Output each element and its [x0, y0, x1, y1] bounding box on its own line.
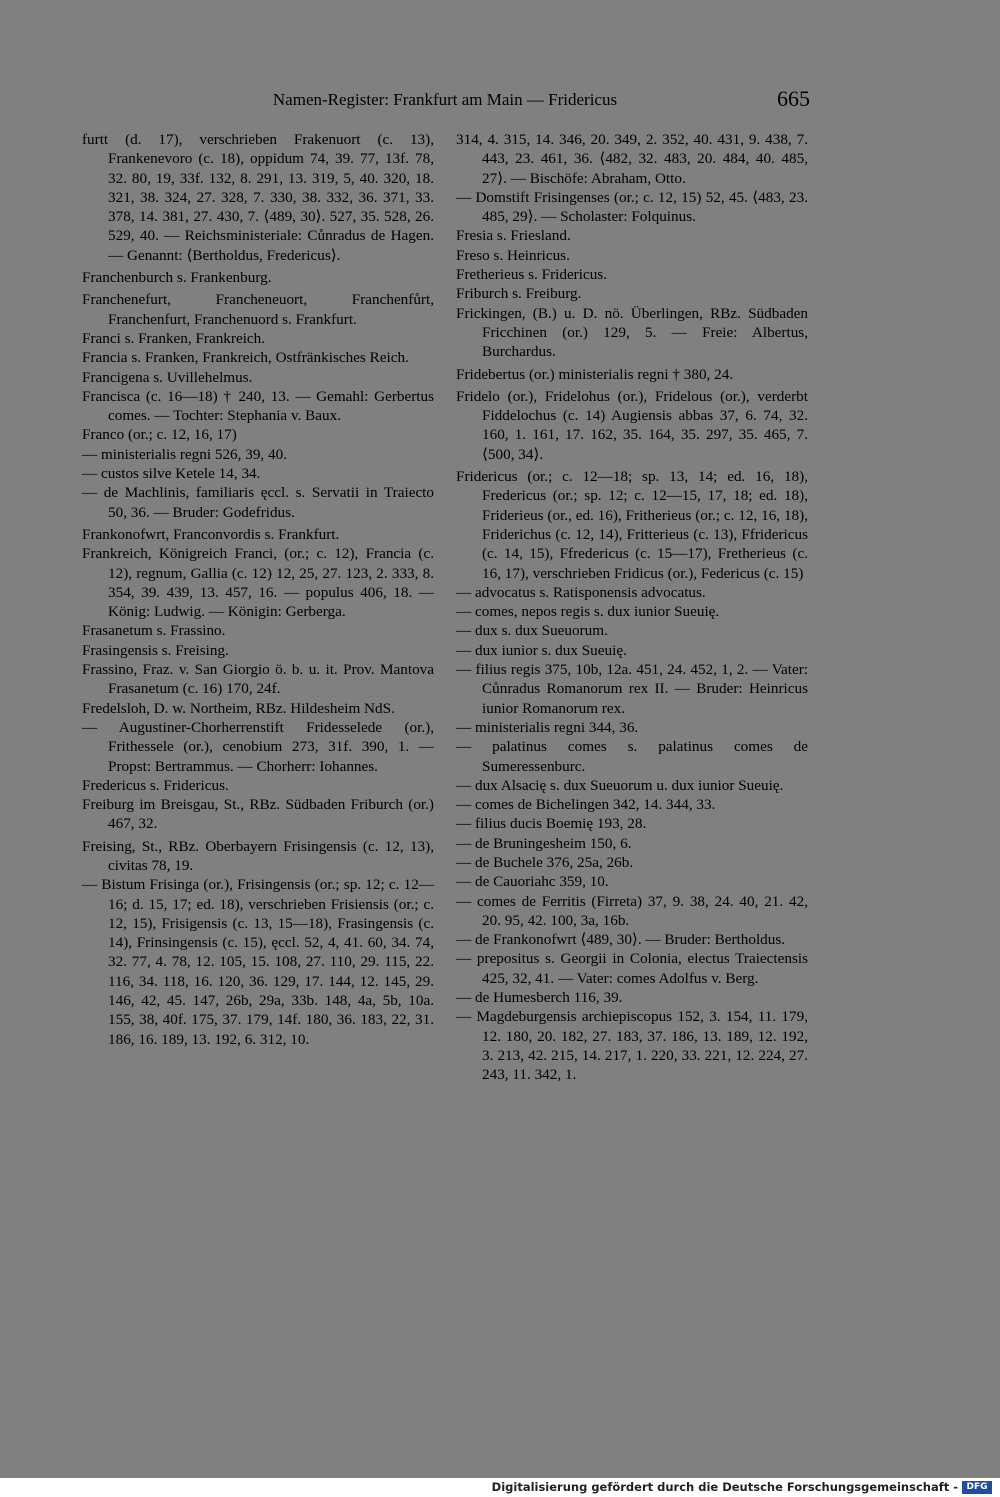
index-entry: — de Machlinis, familiaris ęccl. s. Servatii in Traiecto 50, 36. — Bruder: Godefridus.: [82, 484, 434, 521]
running-head: Namen-Register: Frankfurt am Main — Fridericus: [272, 90, 618, 109]
index-entry: Freiburg im Breisgau, St., RBz. Südbaden Friburch (or.) 467, 32.: [82, 796, 434, 833]
index-entry: — palatinus comes s. palatinus comes de Sumeressenburc.: [456, 738, 808, 775]
index-entry: — Augustiner-Chorherrenstift Fridesselede (or.), Frithessele (or.), cenobium 273, 31f. 390, 1. — Propst: Bertrammus. — Chorherr: Iohannes.: [82, 718, 434, 775]
page-header: [80, 86, 810, 116]
index-entry: Fridelo (or.), Fridelohus (or.), Fridelous (or.), verderbt Fiddelochus (c. 14) Augiensis abbas 37, 6. 74, 32. 160, 1. 161, 17. 162, 35. 164, 35. 297, 35. 465, 7. ⟨500, 34⟩.: [456, 387, 808, 463]
left-column: [82, 130, 434, 1049]
index-entry: — comes de Bichelingen 342, 14. 344, 33.: [456, 796, 716, 814]
footer-bar: [0, 1478, 1000, 1497]
index-entry: Franci s. Franken, Frankreich.: [82, 329, 266, 347]
index-entry: — filius ducis Boemię 193, 28.: [456, 815, 647, 833]
index-entry: Frasingensis s. Freising.: [82, 641, 229, 659]
index-entry: — Domstift Frisingenses (or.; c. 12, 15) 52, 45. ⟨483, 23. 485, 29⟩. — Scholaster: Folquinus.: [456, 188, 808, 226]
index-entry: — comes, nepos regis s. dux iunior Sueuię.: [456, 603, 720, 621]
index-entry: Fredelsloh, D. w. Northeim, RBz. Hildesheim NdS.: [82, 699, 395, 717]
index-entry: — de Cauoriahc 359, 10.: [456, 873, 609, 891]
index-entry: — dux iunior s. dux Sueuię.: [456, 641, 627, 659]
index-entry: — de Bruningesheim 150, 6.: [456, 834, 632, 852]
index-entry: — filius regis 375, 10b, 12a. 451, 24. 452, 1, 2. — Vater: Cůnradus Romanorum rex II. — Bruder: Heinricus iunior Romanorum rex.: [456, 661, 808, 717]
index-entry: Fresia s. Friesland.: [456, 227, 571, 245]
index-entry: — Magdeburgensis archiepiscopus 152, 3. 154, 11. 179, 12. 180, 20. 182, 27. 183, 37. 186, 13. 189, 12. 192, 3. 213, 42. 215, 14. 217, 1. 220, 33. 221, 12. 224, 27. 243, 11. 342, 1.: [456, 1008, 808, 1084]
index-entry: — ministerialis regni 344, 36.: [456, 718, 639, 736]
index-entry: — dux Alsacię s. dux Sueuorum u. dux iunior Sueuię.: [456, 776, 784, 794]
index-entry: Frasanetum s. Frassino.: [82, 622, 226, 640]
index-entry: — de Buchele 376, 25a, 26b.: [456, 853, 634, 871]
index-entry: 314, 4. 315, 14. 346, 20. 349, 2. 352, 40. 431, 9. 438, 7. 443, 23. 461, 36. ⟨482, 32. 483, 20. 484, 40. 485, 27⟩. — Bischöfe: Abraham, Otto.: [456, 131, 808, 187]
index-entry: Francisca (c. 16—18) † 240, 13. — Gemahl: Gerbertus comes. — Tochter: Stephania v. Baux.: [82, 387, 434, 425]
index-entry: Franchenburch s. Frankenburg.: [82, 269, 272, 287]
dfg-logo-icon: DFG: [962, 1481, 992, 1494]
index-entry: Friburch s. Freiburg.: [456, 285, 582, 303]
index-entry: Frickingen, (B.) u. D. nö. Überlingen, RBz. Südbaden Fricchinen (or.) 129, 5. — Freie: Albertus, Burchardus.: [456, 304, 808, 361]
index-entry: — de Frankonofwrt ⟨489, 30⟩. — Bruder: Bertholdus.: [456, 931, 786, 949]
index-entry: Freso s. Heinricus.: [456, 246, 570, 264]
index-entry: Fredericus s. Fridericus.: [82, 776, 229, 794]
funding-credit: Digitalisierung gefördert durch die Deutsche Forschungsgemeinschaft -: [491, 1480, 958, 1494]
index-entry: — prepositus s. Georgii in Colonia, electus Traiectensis 425, 32, 41. — Vater: comes Adolfus v. Berg.: [456, 950, 808, 987]
right-column: [456, 130, 808, 1085]
index-entry: Fridebertus (or.) ministerialis regni † 380, 24.: [456, 365, 734, 383]
index-entry: — advocatus s. Ratisponensis advocatus.: [456, 583, 706, 601]
page-number: 665: [777, 86, 810, 111]
index-entry: — dux s. dux Sueuorum.: [456, 622, 608, 640]
index-entry: Franchenefurt, Francheneuort, Franchenfůrt, Franchenfurt, Franchenuord s. Frankfurt.: [82, 291, 434, 328]
index-entry: Frassino, Fraz. v. San Giorgio ö. b. u. it. Prov. Mantova Frasanetum (c. 16) 170, 24f.: [82, 661, 434, 698]
index-entry: Franco (or.; c. 12, 16, 17): [82, 426, 237, 444]
index-entry: — ministerialis regni 526, 39, 40.: [82, 445, 288, 463]
index-entry: — de Humesberch 116, 39.: [456, 989, 623, 1007]
index-entry: Fretherieus s. Fridericus.: [456, 266, 607, 284]
index-entry: — Bistum Frisinga (or.), Frisingensis (or.; sp. 12; c. 12—16; d. 15, 17; ed. 18), verschrieben Frisiensis (or.; c. 12, 15), Frisigensis (c. 13, 15—18), Frasingensis (c. 14), Frinsingensis (c. 15), ęccl. 52, 4, 41. 60, 34. 74, 32. 77, 4. 78, 12. 105, 15. 108, 27. 110, 29. 115, 22. 116, 34. 118, 16. 120, 36. 129, 17. 144, 12. 145, 29. 146, 42, 45. 147, 26b, 29a, 33b. 148, 4a, 5b, 10a. 155, 38, 40f. 175, 37. 179, 14f. 180, 36. 183, 22, 31. 186, 16. 189, 13. 192, 6. 312, 10.: [82, 876, 434, 1048]
index-entry: Frankreich, Königreich Franci, (or.; c. 12), Francia (c. 12), regnum, Gallia (c. 12) 12, 25, 27. 123, 2. 333, 8. 354, 39. 439, 13. 457, 16. — populus 406, 18. — König: Ludwig. — Königin: Gerberga.: [82, 545, 434, 621]
index-entry: — comes de Ferritis (Firreta) 37, 9. 38, 24. 40, 21. 42, 20. 95, 42. 100, 3a, 16b.: [456, 892, 808, 929]
index-entry: Francia s. Franken, Frankreich, Ostfränkisches Reich.: [82, 349, 409, 367]
index-entry: Fridericus (or.; c. 12—18; sp. 13, 14; ed. 16, 18), Fredericus (or.; sp. 12; c. 12—15, 17, 18; ed. 18), Friderieus (or., ed. 16), Fritherieus (or.; c. 12, 16, 18), Friderichus (c. 12, 14), Fritterieus (c. 13), Ffridericus (c. 14, 15), Ffredericus (c. 15—17), Fretherieus (c. 16, 17), verschrieben Fridicus (or.), Federicus (c. 15): [456, 468, 808, 582]
index-entry: Freising, St., RBz. Oberbayern Frisingensis (c. 12, 13), civitas 78, 19.: [82, 837, 434, 874]
index-entry: furtt (d. 17), verschrieben Frakenuort (c. 13), Frankenevoro (c. 18), oppidum 74, 39. 77, 13f. 78, 32. 80, 19, 33f. 132, 8. 291, 13. 319, 5, 40. 320, 18. 321, 38. 324, 27. 328, 7. 330, 38. 332, 36. 371, 33. 378, 14. 381, 27. 430, 7. ⟨489, 30⟩. 527, 35. 528, 26. 529, 40. — Reichsministeriale: Cůnradus de Hagen. — Genannt: ⟨Bertholdus, Fredericus⟩.: [82, 131, 434, 264]
index-entry: — custos silve Ketele 14, 34.: [82, 465, 261, 483]
index-entry: Frankonofwrt, Franconvordis s. Frankfurt.: [82, 525, 340, 543]
index-entry: Francigena s. Uvillehelmus.: [82, 368, 253, 386]
